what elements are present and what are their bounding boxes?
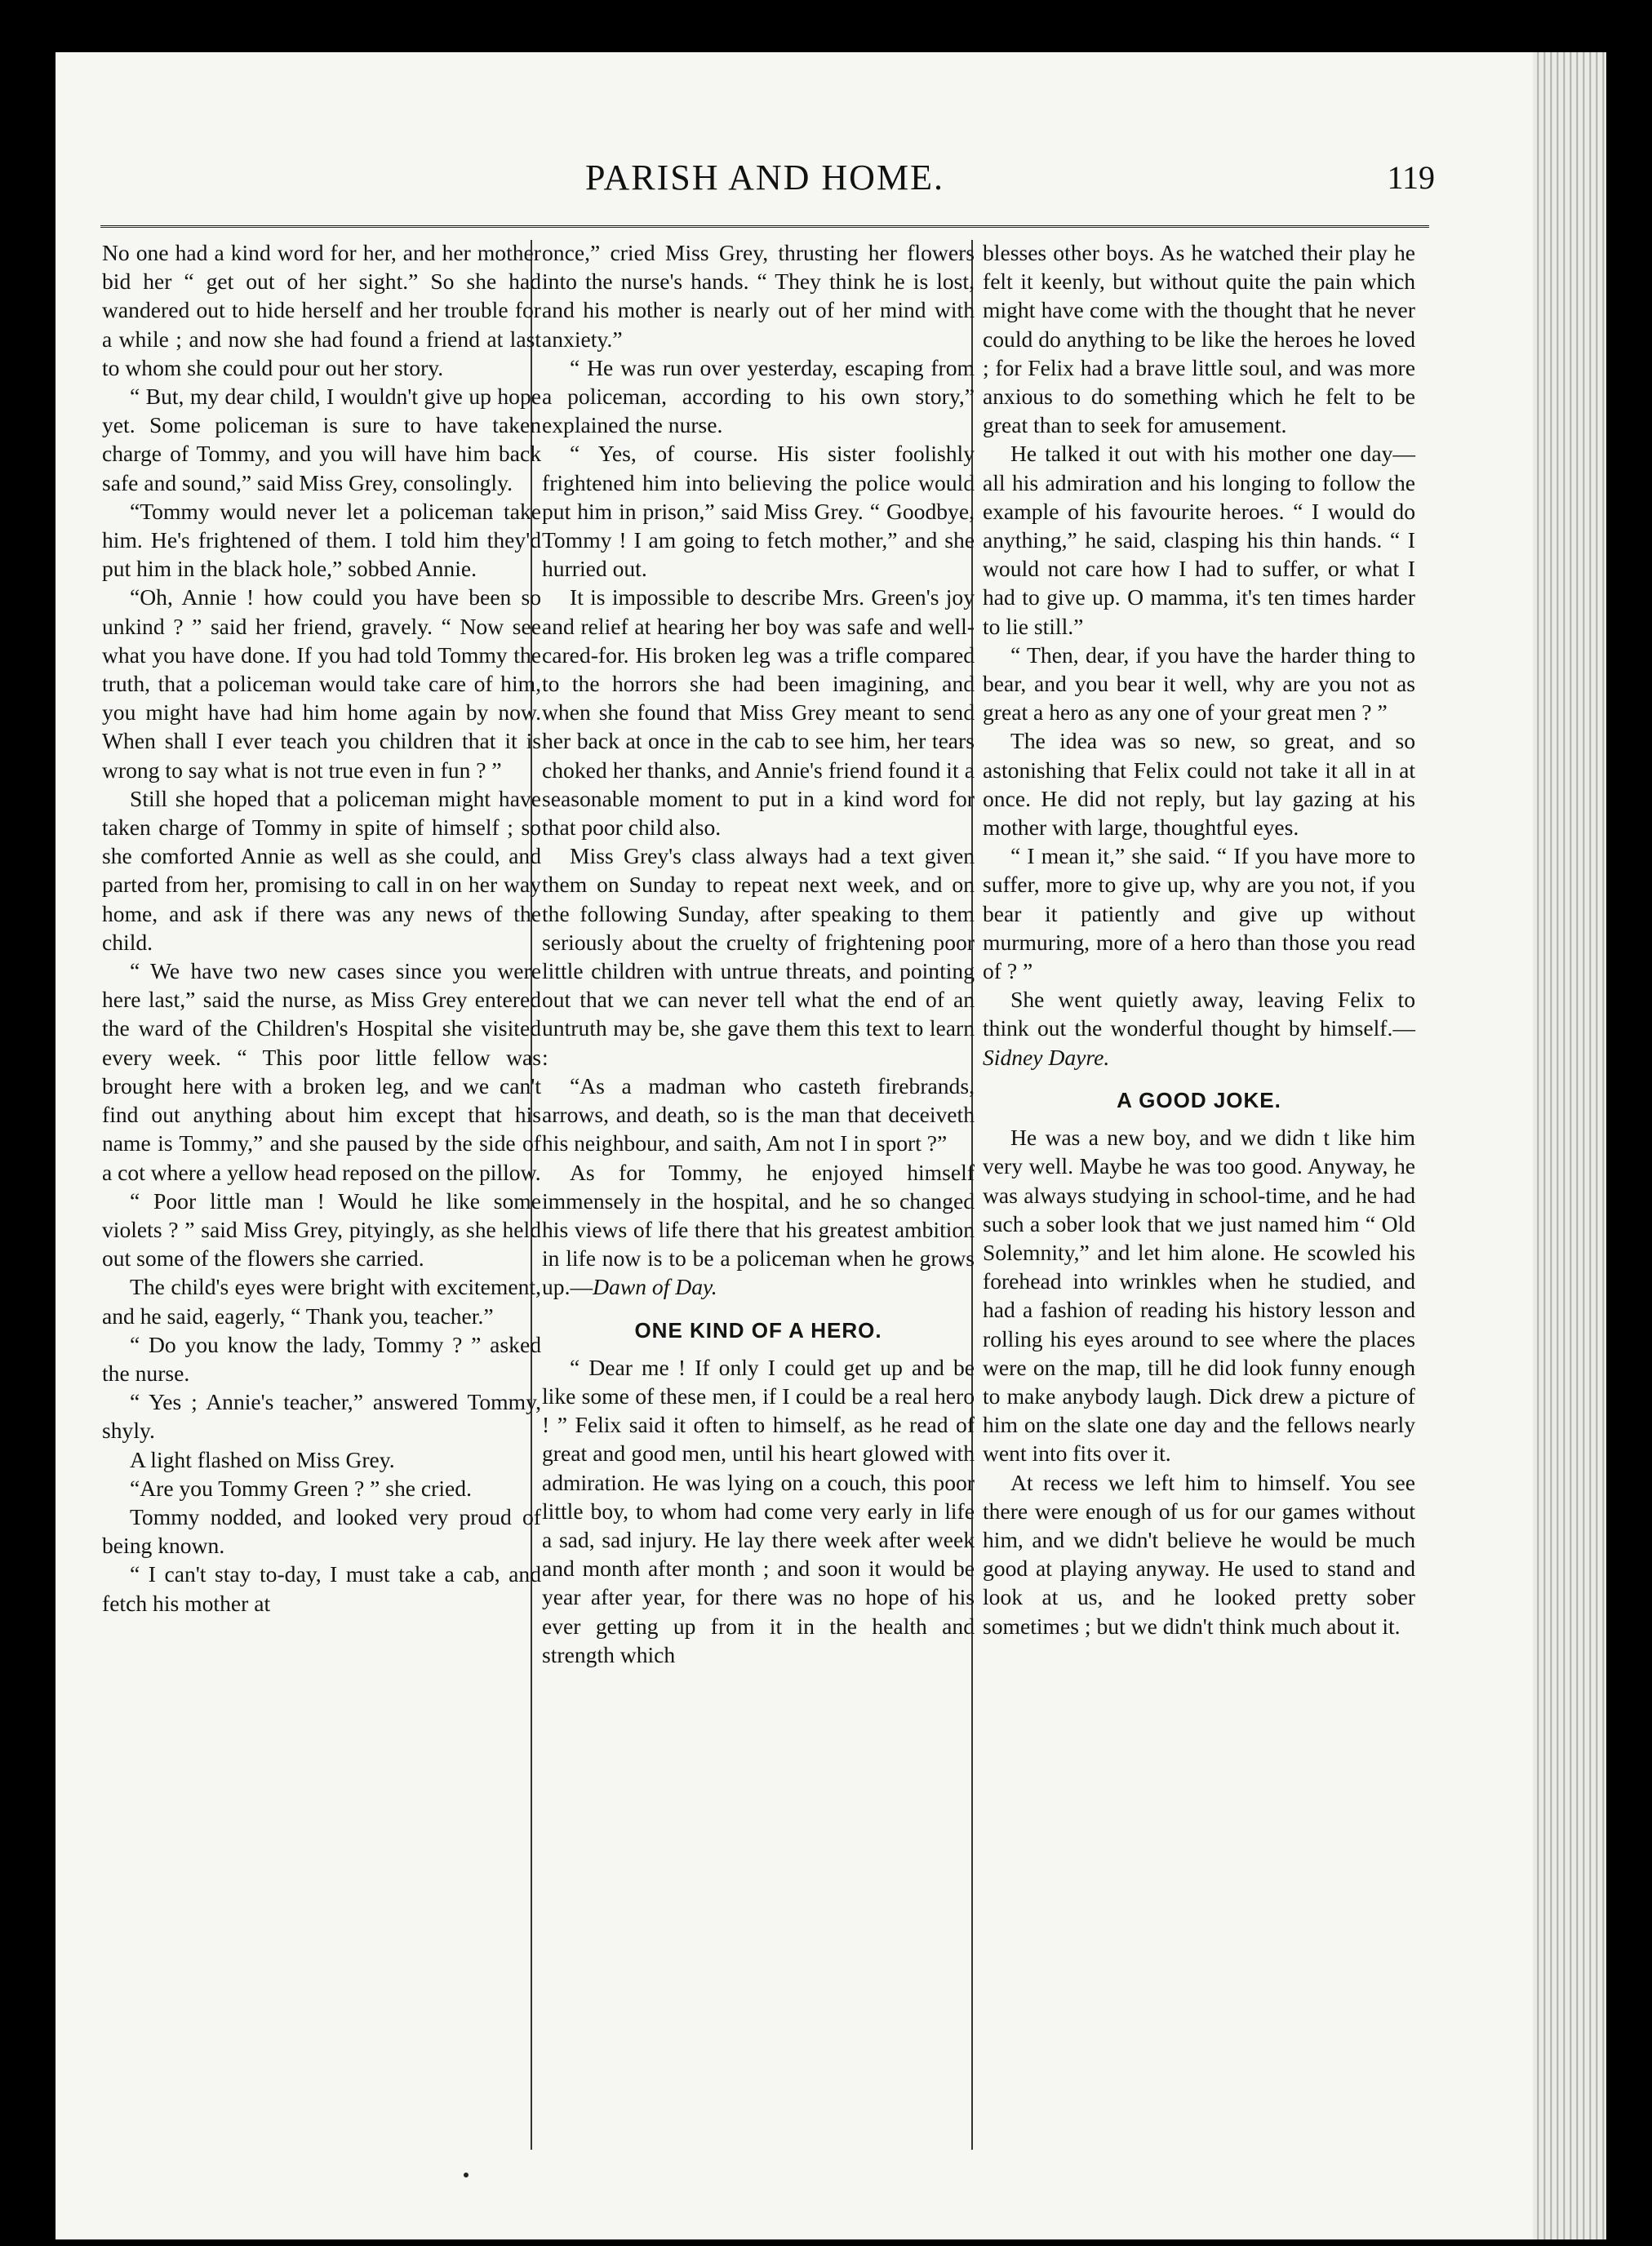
paragraph: “ Dear me ! If only I could get up and be like some of these men, if I could be a real hero ! ” Felix said it often to himself, as he read of great and good men, until his heart glowed with admiration. He was lying on a couch, this poor little boy, to whom had come very early in life a sad, sad injury. He lay there week after week and month after month ; and soon it would be year after year, for there was no hope of his ever getting up from it in the health and strength which bbox=[542, 1354, 975, 1667]
header-rule bbox=[100, 225, 1429, 228]
paragraph: He was a new boy, and we didn t like him very well. Maybe he was too good. Anyway, he was always studying in school-time, and he had such a sober look that we just named him “ Old Solemnity,” and let him alone. He scowled his forehead into wrinkles when he studied, and had a fashion of reading his history lesson and rolling his eyes around to see where the places were on the map, till he did look funny enough to make anybody laugh. Dick drew a picture of him on the slate one day and the fellows nearly went into fits over it. bbox=[983, 1125, 1415, 1467]
column-2 bbox=[542, 238, 975, 1669]
paragraph: “Oh, Annie ! how could you have been so unkind ? ” said her friend, gravely. “ Now see what you have done. If you had told Tommy the truth, that a policeman would take care of him, you might have had him home again by now. When shall I ever teach you children that it is wrong to say what is not true even in fun ? ” bbox=[102, 584, 541, 783]
section-heading: A GOOD JOKE. bbox=[1117, 1087, 1281, 1112]
paragraph: It is impossible to describe Mrs. Green's joy and relief at hearing her boy was safe and well-cared-for. His broken leg was a trifle compared to the horrors she had been imagining, and when she found that Miss Grey meant to send her back at once in the cab to see him, her tears choked her thanks, and Annie's friend found it a seasonable moment to put in a kind word for that poor child also. bbox=[542, 584, 975, 841]
paragraph: “Are you Tommy Green ? ” she cried. bbox=[130, 1475, 472, 1501]
paragraph: blesses other boys. As he watched their play he felt it keenly, but without quite the pain which might have come with the thought that he never could do anything to be like the heroes he loved ; for Felix had a brave little soul, and was more anxious to do something which he felt to be great than to seek for amusement. bbox=[983, 240, 1415, 438]
page-number: 119 bbox=[1387, 159, 1435, 196]
byline: Sidney Dayre. bbox=[983, 1044, 1110, 1070]
paragraph: A light flashed on Miss Grey. bbox=[130, 1446, 395, 1472]
paragraph: “ But, my dear child, I wouldn't give up hope yet. Some policeman is sure to have taken charge of Tommy, and you will have him back safe and sound,” said Miss Grey, consolingly. bbox=[102, 384, 541, 495]
paragraph: “As a madman who casteth firebrands, arrows, and death, so is the man that deceiveth his neighbour, and saith, Am not I in sport ?” bbox=[542, 1072, 975, 1156]
paragraph: No one had a kind word for her, and her mother bid her “ get out of her sight.” So she had wandered out to hide herself and her trouble for a while ; and now she had found a friend at last to whom she could pour out her story. bbox=[102, 240, 541, 380]
paragraph: The idea was so new, so great, and so astonishing that Felix could not take it all in at once. He did not reply, but lay gazing at his mother with large, thoughtful eyes. bbox=[983, 728, 1415, 841]
paragraph: “ Poor little man ! Would he like some violets ? ” said Miss Grey, pityingly, as she held out some of the flowers she carried. bbox=[102, 1187, 541, 1272]
paragraph: He talked it out with his mother one day—all his admiration and his longing to follow the example of his favourite heroes. “ I would do anything,” he said, clasping his thin hands. “ I would not care how I had to suffer, or what I had to give up. O mamma, it's ten times harder to lie still.” bbox=[983, 441, 1415, 639]
paragraph: Miss Grey's class always had a text given them on Sunday to repeat next week, and on the following Sunday, after speaking to them seriously about the cruelty of frightening poor little children with untrue threats, and pointing out that we can never tell what the end of an untruth may be, she gave them this text to learn : bbox=[542, 843, 975, 1070]
paragraph: The child's eyes were bright with excitement, and he said, eagerly, “ Thank you, teacher.” bbox=[102, 1274, 541, 1329]
column-3 bbox=[983, 238, 1415, 1640]
paragraph: “ Yes ; Annie's teacher,” answered Tommy, shyly. bbox=[102, 1389, 541, 1444]
paragraph: Tommy nodded, and looked very proud of being known. bbox=[102, 1503, 541, 1559]
paragraph: “ Do you know the lady, Tommy ? ” asked the nurse. bbox=[102, 1331, 541, 1386]
column-1 bbox=[102, 238, 541, 1618]
paragraph: “ Then, dear, if you have the harder thing to bear, and you bear it well, why are you not as great a hero as any one of your great men ? ” bbox=[983, 641, 1415, 726]
paragraph: “ I can't stay to-day, I must take a cab, and fetch his mother at bbox=[102, 1561, 541, 1616]
section-heading: ONE KIND OF A HERO. bbox=[634, 1317, 882, 1343]
paragraph-text: She went quietly away, leaving Felix to think out the wonderful thought by himself.— bbox=[983, 987, 1415, 1041]
paragraph: once,” cried Miss Grey, thrusting her flowers into the nurse's hands. “ They think he is lost, and his mother is nearly out of her mind with anxiety.” bbox=[542, 240, 975, 352]
paragraph: “ Yes, of course. His sister foolishly frightened him into believing the police would put him in prison,” said Miss Grey. “ Goodbye, Tommy ! I am going to fetch mother,” and she hurried out. bbox=[542, 441, 975, 582]
paragraph bbox=[983, 985, 1415, 1072]
print-speck bbox=[464, 2173, 469, 2177]
paragraph-text: As for Tommy, he enjoyed himself immensely in the hospital, and he so changed his views of life there that his greatest ambition in life now is to be a policeman when he grows up.— bbox=[542, 1159, 975, 1300]
paragraph: At recess we left him to himself. You see there were enough of us for our games without him, and we didn't believe he would be much good at playing anyway. He used to stand and look at us, and he looked pretty sober sometimes ; but we didn't think much about it. bbox=[983, 1469, 1415, 1639]
book-spine bbox=[1533, 52, 1606, 2239]
paragraph bbox=[542, 1158, 975, 1302]
page bbox=[56, 52, 1606, 2239]
paragraph: “ He was run over yesterday, escaping from a policeman, according to his own story,” explained the nurse. bbox=[542, 354, 975, 438]
paragraph: “ We have two new cases since you were here last,” said the nurse, as Miss Grey entered the ward of the Children's Hospital she visited every week. “ This poor little fellow was brought here with a broken leg, and we can't find out anything about him except that his name is Tommy,” and she paused by the side of a cot where a yellow head reposed on the pillow. bbox=[102, 958, 541, 1185]
running-head: PARISH AND HOME. bbox=[585, 158, 944, 198]
paragraph: Still she hoped that a policeman might have taken charge of Tommy in spite of himself ; so she comforted Annie as well as she could, and parted from her, promising to call in on her way home, and ask if there was any news of the child. bbox=[102, 785, 541, 955]
byline: Dawn of Day. bbox=[593, 1274, 717, 1300]
paragraph: “ I mean it,” she said. “ If you have more to suffer, more to give up, why are you not, if you bear it patiently and give up without murmuring, more of a hero than those you read of ? ” bbox=[983, 843, 1415, 984]
paragraph: “Tommy would never let a policeman take him. He's frightened of them. I told him they'd put him in the black hole,” sobbed Annie. bbox=[102, 498, 541, 582]
